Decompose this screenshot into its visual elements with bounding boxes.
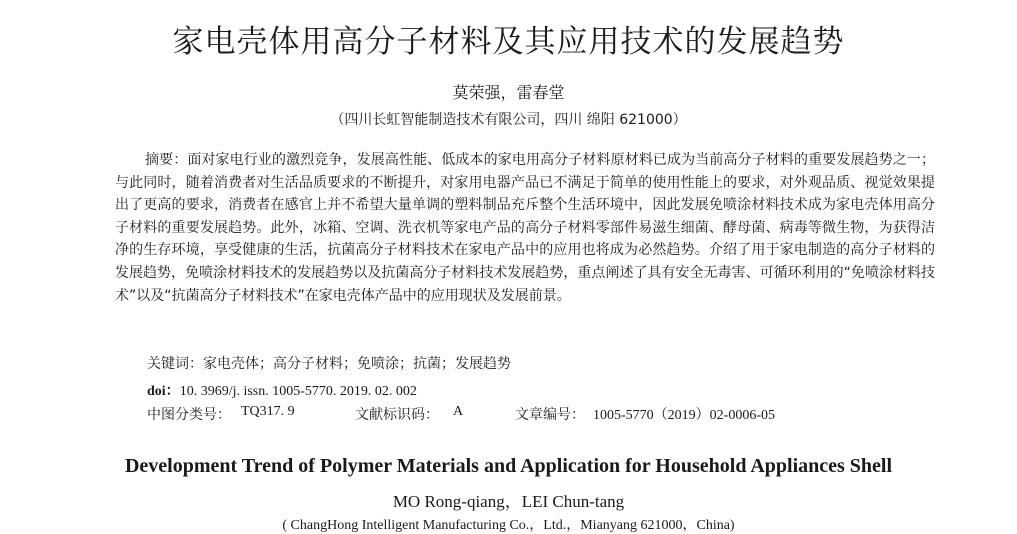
clc-value: TQ317. 9: [241, 404, 295, 419]
keywords: [147, 353, 511, 373]
authors: 莫荣强，雷春堂: [452, 83, 565, 102]
paper-title: 家电壳体用高分子材料及其应用技术的发展趋势: [172, 24, 845, 60]
doi: [147, 380, 417, 400]
affiliation: （四川长虹智能制造技术有限公司，四川 绵阳 621000）: [330, 112, 687, 128]
abstract-label: 摘要：: [145, 152, 188, 168]
abstract-text: 面对家电行业的激烈竞争，发展高性能、低成本的家电用高分子材料原材料已成为当前高分子材料的重要发展趋势之一；与此同时，随着消费者对生活品质要求的不断提升，对家用电器产品已不满足于简单的使用性能上的要求，对外观品质、视觉效果提出了更高的要求，消费者在感官上并不希望大量单调的塑料制品充斥整个生活环境中，因此发展免喷涂材料技术成为家电壳体用高分子材料的重要发展趋势。此外，冰箱、空调、洗衣机等家电产品的高分子材料零部件易滋生细菌、酵母菌、病毒等微生物，为获得洁净的生存环境，享受健康的生活，抗菌高分子材料技术在家电产品中的应用也将成为必然趋势。介绍了用于家电制造的高分子材料的发展趋势，免喷涂材料技术的发展趋势以及抗菌高分子材料技术发展趋势，重点阐述了具有安全无毒害、可循环利用的“免喷涂材料技术”以及“抗菌高分子材料技术”在家电壳体产品中的应用现状及发展前景。: [115, 152, 935, 304]
doc-code-label: 文献标识码：: [355, 407, 439, 423]
article-no-value: 1005-5770（2019）02-0006-05: [593, 408, 775, 423]
english-affiliation: ( ChangHong Intelligent Manufacturing Co.，Ltd.，Mianyang 621000，China): [282, 518, 735, 533]
article-no-label: 文章编号：: [515, 407, 585, 423]
english-title: Development Trend of Polymer Materials and Application for Household Appliances Shell: [124, 455, 893, 477]
keywords-label: 关键词：: [147, 356, 203, 372]
doi-label: doi：: [147, 384, 180, 399]
doi-value: 10. 3969/j. issn. 1005-5770. 2019. 02. 002: [179, 384, 417, 399]
abstract: [115, 149, 935, 307]
keywords-text: 家电壳体；高分子材料；免喷涂；抗菌；发展趋势: [203, 356, 511, 372]
doc-code-value: A: [453, 404, 464, 419]
english-authors: MO Rong-qiang，LEI Chun-tang: [392, 492, 625, 511]
clc-label: 中图分类号：: [147, 407, 231, 423]
